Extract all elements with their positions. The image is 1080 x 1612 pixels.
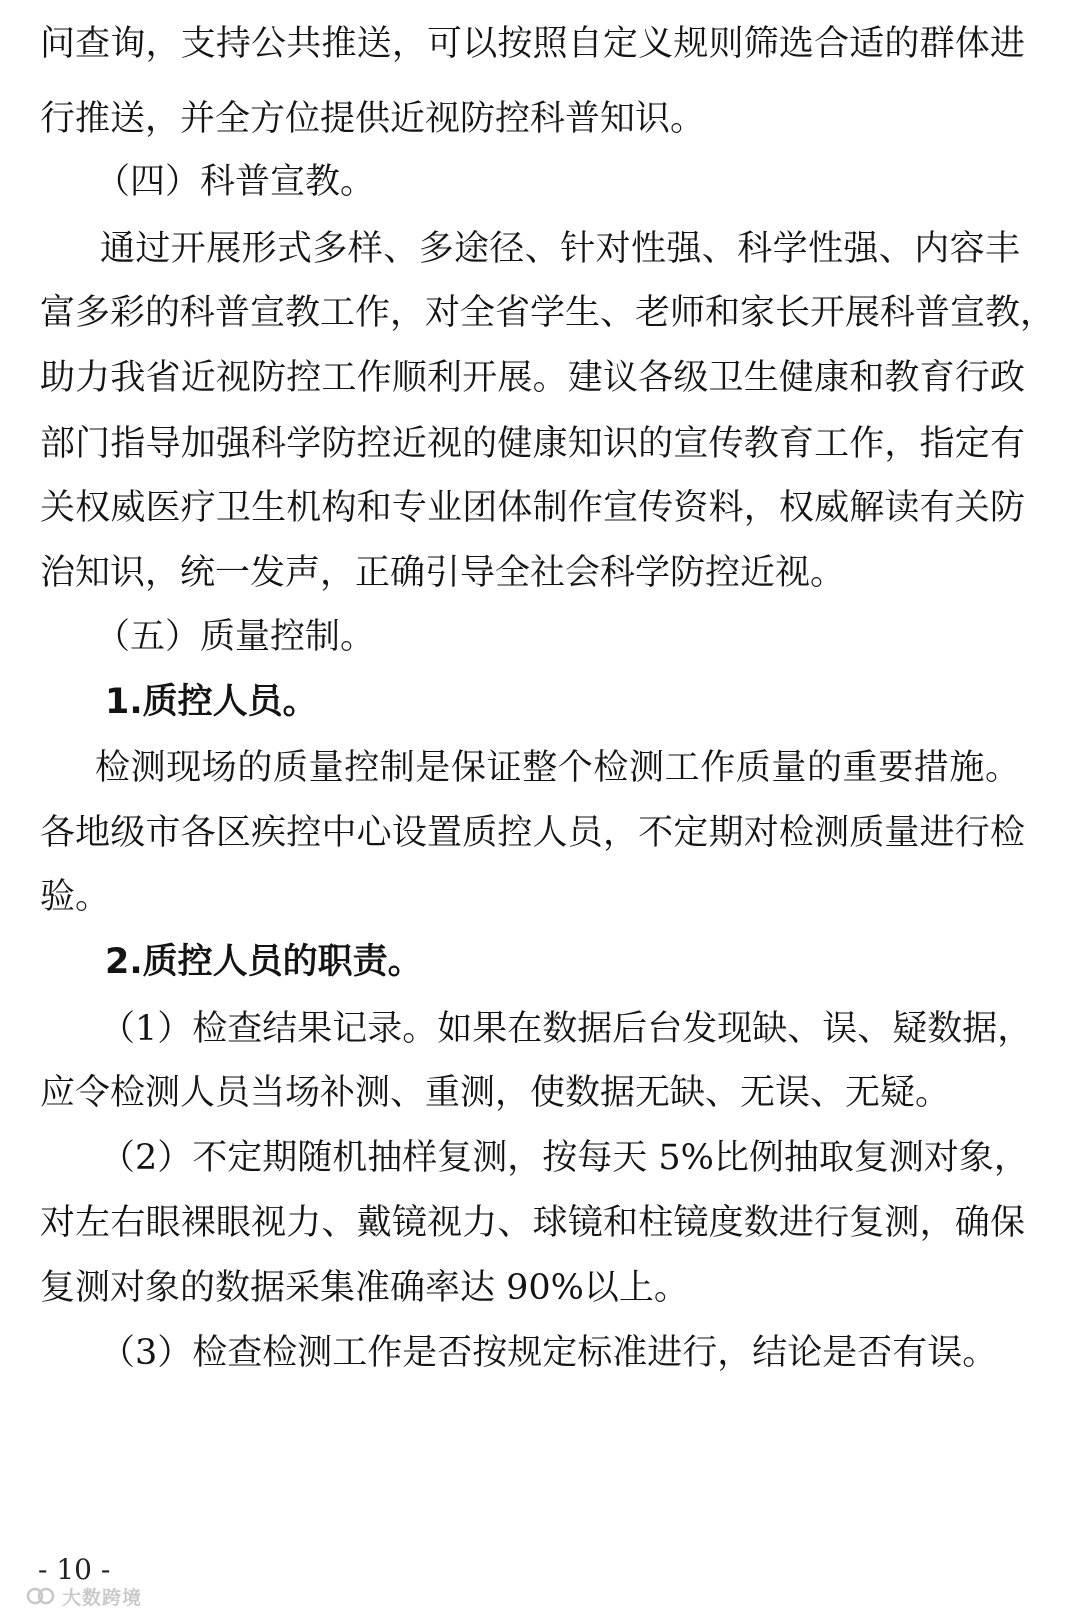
paragraph-line [0, 549, 1080, 597]
paragraph-line [0, 20, 1080, 68]
paragraph-line [0, 1264, 1080, 1312]
section-heading [0, 158, 1080, 206]
line-text: （2）不定期随机抽样复测，按每天 5%比例抽取复测对象， [100, 1138, 1029, 1178]
line-text: 富多彩的科普宣教工作，对全省学生、老师和家长开展科普宣教， [40, 293, 1056, 333]
subheading-text: 2.质控人员的职责。 [105, 942, 423, 982]
paragraph-line [0, 289, 1080, 337]
paragraph-line [0, 354, 1080, 402]
line-text: （3）检查检测工作是否按规定标准进行，结论是否有误。 [100, 1333, 998, 1373]
paragraph-line [0, 744, 1080, 792]
line-text: 治知识，统一发声，正确引导全社会科学防控近视。 [40, 553, 846, 593]
line-text: 各地级市各区疾控中心设置质控人员，不定期对检测质量进行检 [40, 813, 1025, 853]
line-text: 检测现场的质量控制是保证整个检测工作质量的重要措施。 [95, 748, 1020, 788]
line-text: 问查询，支持公共推送，可以按照自定义规则筛选合适的群体进 [40, 24, 1025, 64]
line-text: 部门指导加强科学防控近视的健康知识的宣传教育工作，指定有 [40, 424, 1025, 464]
line-text: 对左右眼裸眼视力、戴镜视力、球镜和柱镜度数进行复测，确保 [40, 1203, 1025, 1243]
section-heading [0, 613, 1080, 661]
watermark-logo-icon [26, 1586, 56, 1606]
line-text: （1）检查结果记录。如果在数据后台发现缺、误、疑数据， [100, 1009, 1033, 1049]
watermark [26, 1584, 142, 1608]
watermark-text: 大数跨境 [62, 1586, 143, 1609]
line-text: 复测对象的数据采集准确率达 90%以上。 [40, 1268, 689, 1308]
line-text: 行推送，并全方位提供近视防控科普知识。 [40, 99, 706, 139]
paragraph-line [0, 420, 1080, 468]
subheading-text: 1.质控人员。 [105, 682, 318, 722]
paragraph-line [0, 1329, 1080, 1377]
section-heading-text: （五）质量控制。 [95, 617, 376, 657]
paragraph-line [0, 1134, 1080, 1182]
line-text: 助力我省近视防控工作顺利开展。建议各级卫生健康和教育行政 [40, 358, 1025, 398]
paragraph-line [0, 484, 1080, 532]
subheading [0, 938, 1080, 986]
line-text: 应令检测人员当场补测、重测，使数据无缺、无误、无疑。 [40, 1073, 951, 1113]
paragraph-line [0, 1005, 1080, 1053]
paragraph-line [0, 1199, 1080, 1247]
section-heading-text: （四）科普宣教。 [95, 162, 376, 202]
page-number: - 10 - [38, 1553, 111, 1586]
line-text: 关权威医疗卫生机构和专业团体制作宣传资料，权威解读有关防 [40, 488, 1025, 528]
subheading [0, 678, 1080, 726]
paragraph-line [0, 95, 1080, 143]
paragraph-line [0, 873, 1080, 921]
paragraph-line [0, 1069, 1080, 1117]
paragraph-line [0, 809, 1080, 857]
line-text: 通过开展形式多样、多途径、针对性强、科学性强、内容丰 [100, 229, 1020, 269]
paragraph-line [0, 225, 1080, 273]
line-text: 验。 [40, 877, 111, 917]
